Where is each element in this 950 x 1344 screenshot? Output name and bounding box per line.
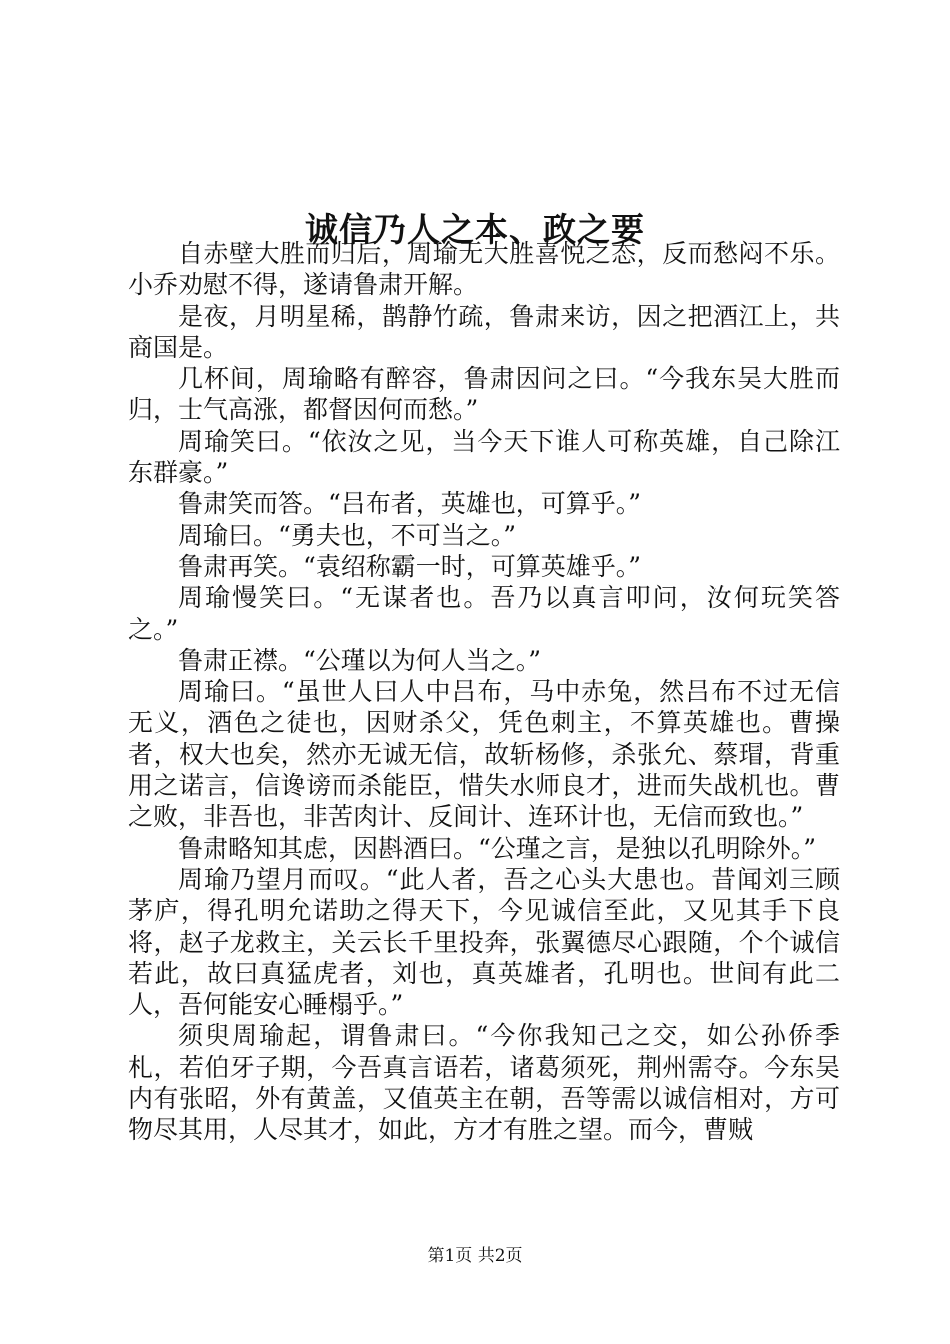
document-title: 诚信乃人之本、政之要 xyxy=(305,210,645,250)
paragraph: 周瑜乃望月而叹。“此人者，吾之心头大患也。昔闻刘三顾茅庐，得孔明允诺助之得天下，今见诚信至此，又见其手下良将，赵子龙救主，关云长千里投奔，张翼德尽心跟随，个个诚信若此，故曰真猛虎者，刘也，真英雄者，孔明也。世间有此二人，吾何能安心睡榻乎。” xyxy=(128,864,840,1020)
paragraph: 自赤壁大胜而归后，周瑜无大胜喜悦之态，反而愁闷不乐。小乔劝慰不得，遂请鲁肃开解。 xyxy=(128,239,840,300)
paragraph: 鲁肃再笑。“袁绍称霸一时，可算英雄乎。” xyxy=(178,551,642,581)
paragraph: 鲁肃略知其虑，因斟酒曰。“公瑾之言，是独以孔明除外。” xyxy=(178,833,817,863)
document-body xyxy=(128,238,840,1146)
paragraph: 几杯间，周瑜略有醉容，鲁肃因问之曰。“今我东吴大胜而归，士气高涨，都督因何而愁。” xyxy=(128,364,840,425)
paragraph: 鲁肃笑而答。“吕布者，英雄也，可算乎。” xyxy=(178,489,642,519)
paragraph: 周瑜曰。“勇夫也，不可当之。” xyxy=(178,520,517,550)
paragraph: 周瑜慢笑曰。“无谋者也。吾乃以真言叩问，汝何玩笑答之。” xyxy=(128,583,840,644)
paragraph: 是夜，月明星稀，鹊静竹疏，鲁肃来访，因之把酒江上，共商国是。 xyxy=(128,301,840,362)
paragraph: 周瑜曰。“虽世人曰人中吕布，马中赤兔，然吕布不过无信无义，酒色之徒也，因财杀父，凭色刺主，不算英雄也。曹操者，权大也矣，然亦无诚无信，故斩杨修，杀张允、蔡瑁，背重用之诺言，信谗谤而杀能臣，惜失水师良才，进而失战机也。曹之败，非吾也，非苦肉计、反间计、连环计也，无信而致也。” xyxy=(128,677,840,832)
paragraph: 鲁肃正襟。“公瑾以为何人当之。” xyxy=(178,645,542,675)
page-number-footer: 第1页 共2页 xyxy=(427,1246,523,1266)
paragraph: 周瑜笑曰。“依汝之见，当今天下谁人可称英雄，自己除江东群豪。” xyxy=(128,426,840,488)
paragraph: 须臾周瑜起，谓鲁肃曰。“今你我知己之交，如公孙侨季札，若伯牙子期，今吾真言语若，诸葛须死，荆州需夺。今东吴内有张昭，外有黄盖，又值英主在朝，吾等需以诚信相对，方可物尽其用，人尽其才，如此，方才有胜之望。而今，曹贼 xyxy=(128,1021,840,1145)
